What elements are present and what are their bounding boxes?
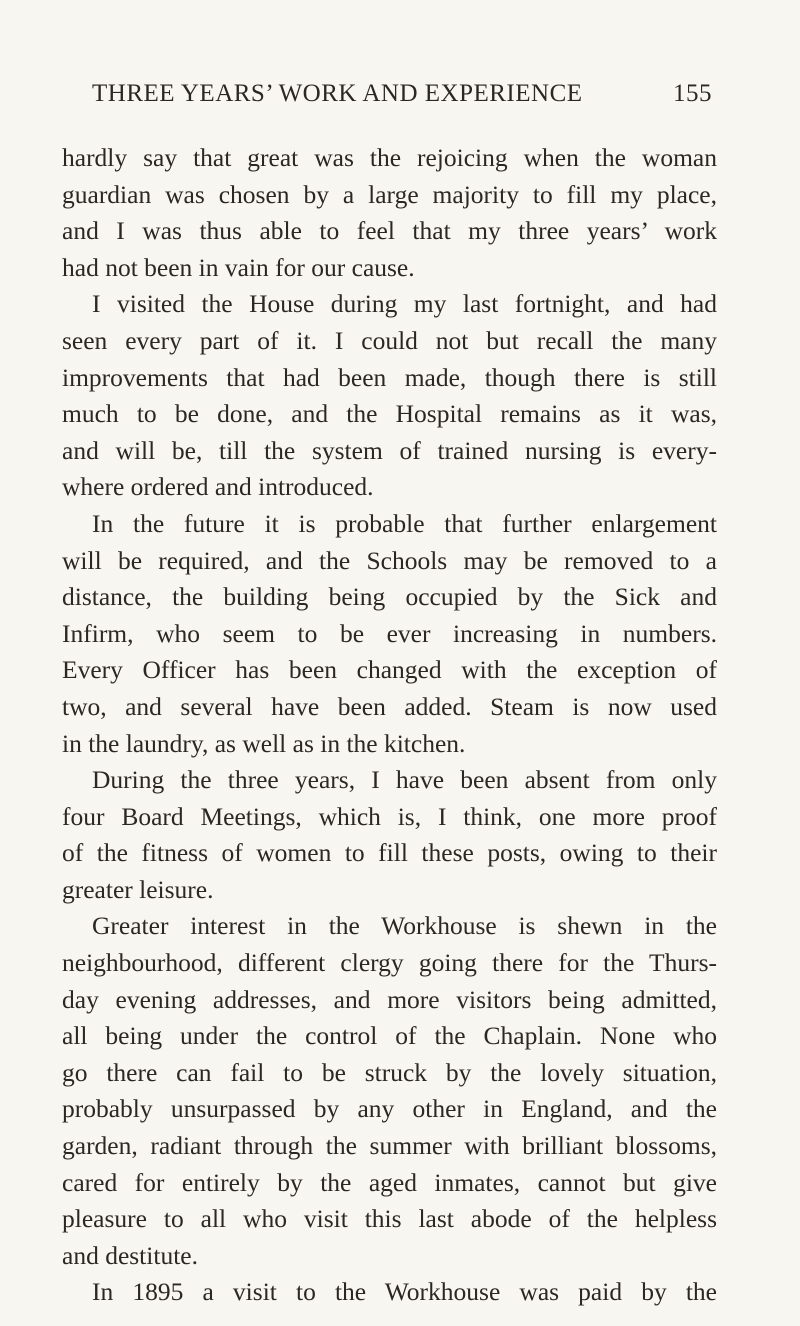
text-line: I visited the House during my last fortnight, and had <box>92 289 717 319</box>
text-line: where ordered and introduced. <box>62 472 374 502</box>
text-line: guardian was chosen by a large majority to fill my place, <box>62 179 717 209</box>
text-line: In the future it is probable that further enlargement <box>92 508 717 538</box>
running-title: THREE YEARS’ WORK AND EXPERIENCE <box>92 80 583 107</box>
text-line: day evening addresses, and more visitors being admitted, <box>62 984 717 1014</box>
page-number: 155 <box>673 80 712 107</box>
text-line: In 1895 a visit to the Workhouse was paid by the <box>92 1277 717 1307</box>
running-head <box>92 80 712 120</box>
text-line: neighbourhood, different clergy going there for the Thurs- <box>62 948 717 978</box>
text-line: garden, radiant through the summer with brilliant blossoms, <box>62 1131 717 1161</box>
text-line: seen every part of it. I could not but recall the many <box>62 325 717 355</box>
text-line: Greater interest in the Workhouse is shewn in the <box>92 911 717 941</box>
text-line: go there can fail to be struck by the lovely situation, <box>62 1057 717 1087</box>
text-line: and will be, till the system of trained nursing is every- <box>62 435 717 465</box>
text-line: in the laundry, as well as in the kitchen. <box>62 728 466 758</box>
text-line: During the three years, I have been absent from only <box>92 765 717 795</box>
text-line: had not been in vain for our cause. <box>62 252 415 282</box>
text-line: four Board Meetings, which is, I think, one more proof <box>62 801 717 831</box>
body-text <box>62 140 717 1311</box>
text-line: two, and several have been added. Steam is now used <box>62 691 717 721</box>
text-line: probably unsurpassed by any other in England, and the <box>62 1094 717 1124</box>
text-line: of the fitness of women to fill these posts, owing to their <box>62 838 717 868</box>
text-line: hardly say that great was the rejoicing when the woman <box>62 143 717 172</box>
text-line: Every Officer has been changed with the exception of <box>62 655 717 685</box>
text-line: and destitute. <box>62 1240 198 1270</box>
text-line: and I was thus able to feel that my three years’ work <box>62 216 717 246</box>
text-line: Infirm, who seem to be ever increasing in numbers. <box>62 618 717 648</box>
text-line: distance, the building being occupied by the Sick and <box>62 582 717 612</box>
text-line: much to be done, and the Hospital remains as it was, <box>62 399 717 429</box>
text-line: improvements that had been made, though there is still <box>62 362 717 392</box>
text-line: pleasure to all who visit this last abode of the helpless <box>62 1204 717 1234</box>
text-line: all being under the control of the Chaplain. None who <box>62 1021 717 1051</box>
text-line: greater leisure. <box>62 874 214 904</box>
text-line: cared for entirely by the aged inmates, cannot but give <box>62 1167 717 1197</box>
text-line: will be required, and the Schools may be removed to a <box>62 545 717 575</box>
